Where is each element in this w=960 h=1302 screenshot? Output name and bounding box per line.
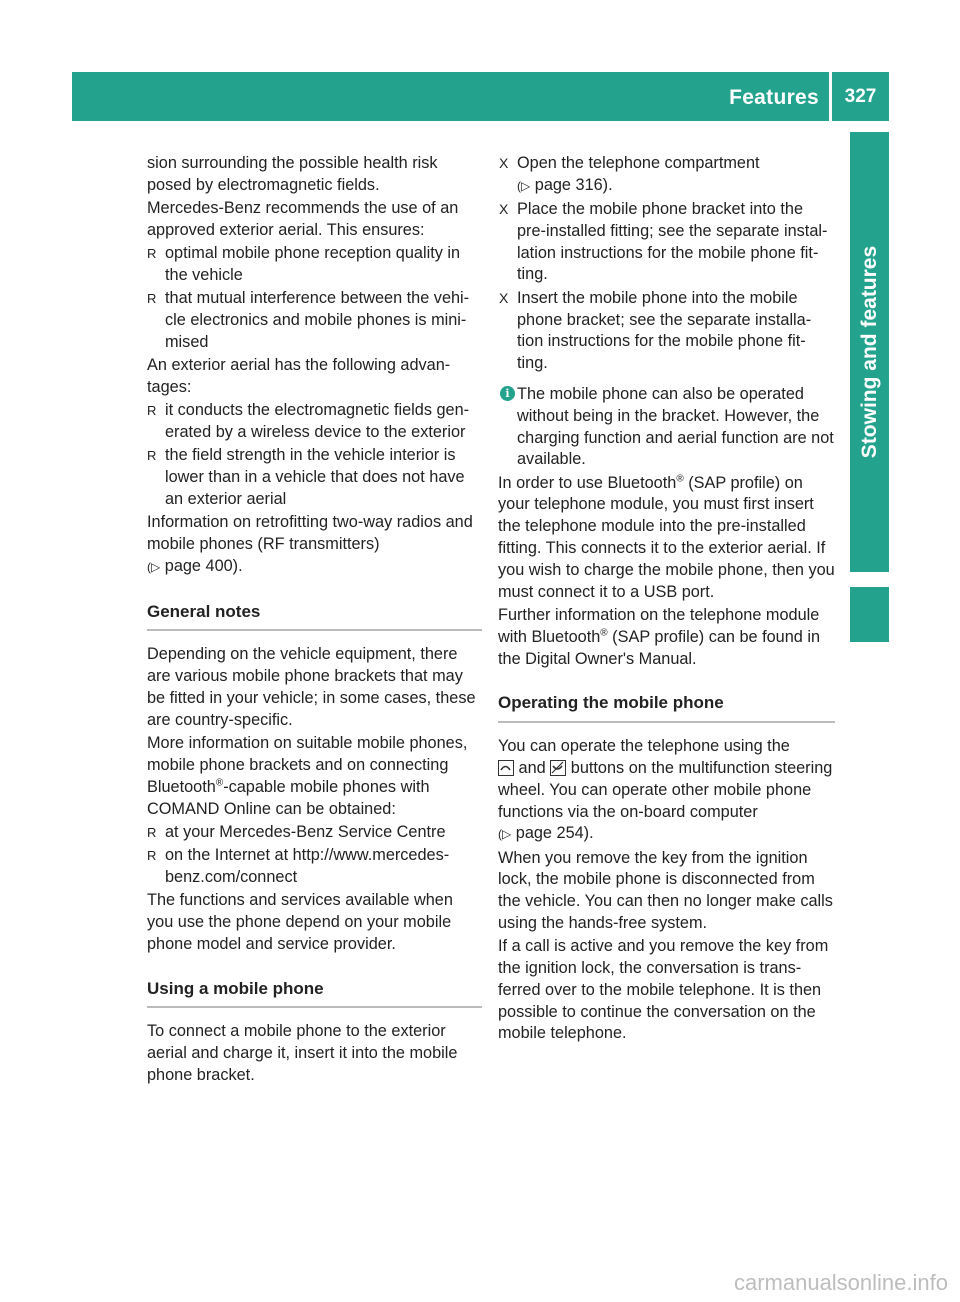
- paragraph: Depending on the vehicle equipment, there are various mobile phone brackets that may be fitted in your vehicle; in some cases, these are country-specific.: [147, 645, 476, 729]
- left-column: [147, 153, 482, 1088]
- paragraph-text: Further information on the telephone module with Bluetooth: [498, 605, 820, 646]
- bullet-icon: R: [147, 403, 157, 419]
- page-number: 327: [832, 72, 889, 121]
- side-tab-marker: [850, 587, 889, 642]
- note-text: The mobile phone can also be operated without being in the bracket. However, the charging function and aerial function are not available.: [517, 384, 834, 469]
- section-heading: Using a mobile phone: [147, 978, 482, 1009]
- step-text: Place the mobile phone bracket into the pre-installed fitting; see the separate instal-lation instructions for the mobile phone fit-ting.: [517, 200, 828, 284]
- step-item: [498, 153, 835, 198]
- list-item-text: at your Mercedes-Benz Service Centre: [165, 822, 446, 841]
- list-item: [147, 400, 482, 444]
- page-reference-icon: (▷: [517, 178, 531, 193]
- paragraph: If a call is active and you remove the key from the ignition lock, the conversation is trans-ferred over to the mobile telephone. It is then possible to continue the conversation on the mobile telephone.: [498, 937, 829, 1043]
- watermark: carmanualsonline.info: [733, 1270, 948, 1295]
- list-item: [147, 445, 482, 510]
- step-icon: X: [499, 155, 509, 171]
- list-item: [147, 822, 482, 844]
- list-item-text: the field strength in the vehicle interior is lower than in a vehicle that does not have an exterior aerial: [165, 446, 465, 508]
- side-tab: [850, 132, 889, 572]
- list-item-text: that mutual interference between the vehi-cle electronics and mobile phones is mini-mised: [165, 289, 470, 351]
- step-item: [498, 288, 835, 375]
- paragraph-text: (SAP profile) on your telephone module, you must first insert the telephone module into the pre-installed fitting. This connects it to the exterior aerial. If you wish to charge the mobile phone, then you must connect it to a USB port.: [498, 473, 835, 601]
- page-reference-icon: (▷: [147, 559, 161, 574]
- bullet-icon: R: [147, 448, 157, 464]
- registered-mark: ®: [600, 627, 608, 639]
- page-reference[interactable]: page 254).: [515, 824, 594, 843]
- phone-pickup-icon: [498, 760, 514, 776]
- paragraph-text: You can operate the telephone using the: [498, 737, 790, 756]
- paragraph: sion surrounding the possible health risk posed by electromagnetic fields.: [147, 154, 438, 194]
- list-item: [147, 243, 482, 287]
- paragraph: [498, 736, 835, 846]
- step-text: Insert the mobile phone into the mobile phone bracket; see the separate installa-tion instructions for the mobile phone fit-ting.: [517, 288, 812, 373]
- registered-mark: ®: [215, 777, 224, 789]
- list-item: [147, 845, 482, 889]
- page-reference[interactable]: page 316).: [534, 175, 613, 194]
- paragraph: An exterior aerial has the following advan-tages:: [147, 356, 451, 396]
- section-title: Features: [729, 86, 819, 109]
- list-item-text: optimal mobile phone reception quality in the vehicle: [165, 244, 461, 284]
- paragraph-text: More information on suitable mobile phones, mobile phone brackets and on connecting Bluetooth: [147, 734, 468, 796]
- bullet-icon: R: [147, 291, 157, 307]
- page-reference-icon: (▷: [498, 827, 512, 842]
- registered-mark: ®: [676, 473, 684, 485]
- info-note: [498, 384, 835, 471]
- step-text: Open the telephone compartment: [517, 154, 760, 172]
- paragraph: The functions and services available when you use the phone depend on your mobile phone model and service provider.: [147, 891, 453, 953]
- bullet-icon: R: [147, 824, 157, 840]
- paragraph: [147, 733, 482, 820]
- step-icon: X: [499, 201, 509, 218]
- bullet-icon: R: [147, 246, 157, 262]
- right-column: [498, 153, 835, 1047]
- paragraph: When you remove the key from the ignition lock, the mobile phone is disconnected from the vehicle. You can then no longer make calls using the hands-free system.: [498, 848, 833, 932]
- paragraph-text: buttons on the multifunction steering wheel. You can operate other mobile phone functions via the on-board computer: [498, 758, 833, 821]
- paragraph: [147, 512, 482, 578]
- step-item: [498, 199, 835, 286]
- phone-hangup-icon: [550, 760, 566, 776]
- step-icon: X: [499, 289, 509, 306]
- paragraph-text: and: [518, 758, 546, 777]
- paragraph: Mercedes-Benz recommends the use of an approved exterior aerial. This ensures:: [147, 199, 459, 239]
- list-item-text[interactable]: on the Internet at http://www.mercedes-benz.com/connect: [165, 846, 450, 886]
- info-icon: i: [500, 386, 515, 401]
- header-bar: [72, 72, 829, 121]
- list-item-text: it conducts the electromagnetic fields gen-erated by a wireless device to the exterior: [165, 401, 470, 442]
- paragraph: [498, 473, 835, 604]
- paragraph: To connect a mobile phone to the exterior aerial and charge it, insert it into the mobile phone bracket.: [147, 1022, 458, 1084]
- page-reference[interactable]: page 400).: [164, 556, 243, 575]
- paragraph-text: -capable mobile phones with COMAND Online can be obtained:: [147, 777, 430, 818]
- list-item: [147, 288, 482, 353]
- paragraph-text: (SAP profile) can be found in the Digital Owner's Manual.: [498, 627, 821, 668]
- paragraph-text: Information on retrofitting two-way radios and mobile phones (RF transmitters): [147, 513, 473, 554]
- bullet-icon: R: [147, 848, 157, 864]
- section-heading: Operating the mobile phone: [498, 692, 835, 723]
- section-heading: General notes: [147, 601, 482, 632]
- side-tab-label: Stowing and features: [858, 245, 881, 459]
- paragraph: [498, 605, 835, 670]
- paragraph-text: In order to use Bluetooth: [498, 473, 677, 492]
